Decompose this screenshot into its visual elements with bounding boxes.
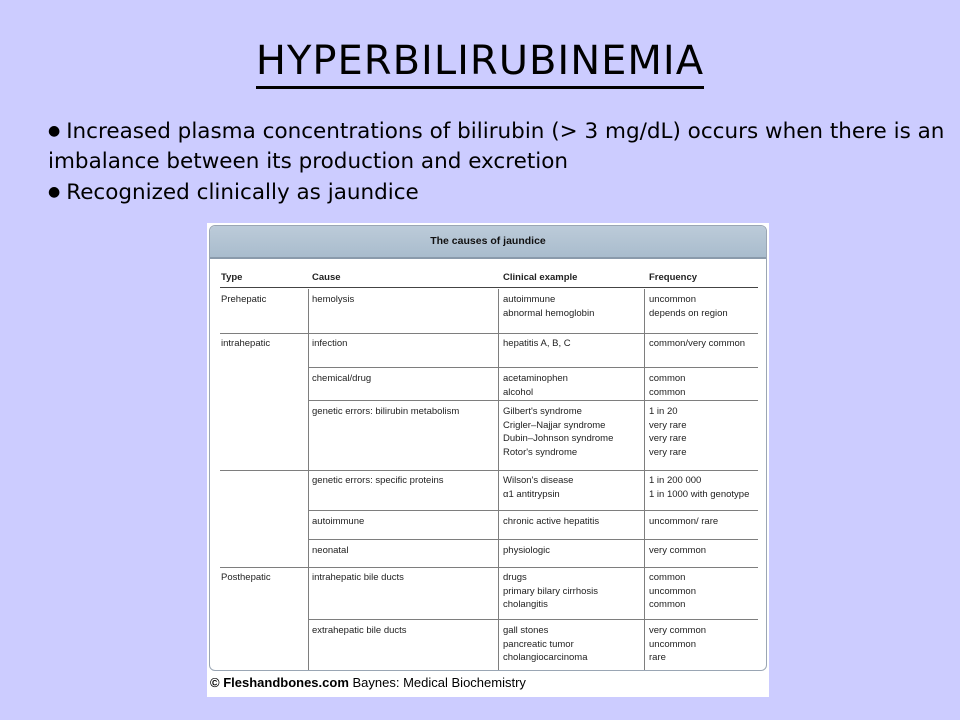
cell-line: very rare: [649, 446, 687, 458]
cell-line: uncommon: [649, 294, 696, 305]
frequency-cell: [649, 337, 745, 351]
clinical-example-cell: [503, 293, 594, 320]
clinical-example-cell: [503, 474, 573, 501]
frequency-cell: [649, 544, 706, 558]
clinical-example-cell: [503, 544, 550, 558]
cell-line: common: [649, 572, 686, 583]
frequency-cell: [649, 293, 728, 320]
frequency-cell: [649, 405, 686, 459]
table-row: [220, 511, 758, 540]
cell-line: Dubin–Johnson syndrome: [503, 433, 614, 444]
table-row: [220, 620, 758, 670]
clinical-example-cell: [503, 624, 588, 665]
cause-cell: genetic errors: bilirubin metabolism: [312, 406, 460, 417]
cause-cell: hemolysis: [312, 294, 355, 305]
cell-line: Wilson's disease: [503, 475, 574, 486]
frequency-cell: [649, 624, 706, 665]
bullet-dot-icon: ●: [48, 123, 61, 139]
cell-line: very common: [649, 545, 707, 556]
cell-line: chronic active hepatitis: [503, 516, 600, 527]
table-row: [220, 470, 758, 511]
cell-line: 1 in 1000 with genotype: [649, 488, 750, 500]
column-header-cause: Cause: [312, 272, 341, 283]
column-header-type: Type: [221, 272, 243, 283]
table-title: The causes of jaundice: [210, 226, 766, 259]
bullet-list: [48, 116, 948, 208]
cell-line: drugs: [503, 572, 527, 583]
frequency-cell: [649, 515, 718, 529]
column-header-clinical-example: Clinical example: [503, 272, 578, 283]
table-row: [220, 540, 758, 568]
cell-line: common: [649, 373, 686, 384]
table-row: [220, 289, 758, 334]
type-cell: intrahepatic: [221, 338, 271, 349]
cell-line: acetaminophen: [503, 373, 568, 384]
cause-cell: neonatal: [312, 545, 349, 556]
type-cell: Posthepatic: [221, 572, 271, 583]
cell-line: uncommon/ rare: [649, 516, 719, 527]
cell-line: very rare: [649, 419, 687, 431]
slide-title: HYPERBILIRUBINEMIA: [0, 38, 960, 84]
cell-line: hepatitis A, B, C: [503, 338, 571, 349]
frequency-cell: [649, 372, 685, 399]
cell-line: common: [649, 599, 686, 610]
clinical-example-cell: [503, 372, 568, 399]
cell-line: 1 in 200 000: [649, 475, 702, 486]
cell-line: uncommon: [649, 638, 696, 650]
table-row: [220, 368, 758, 401]
table-row: [220, 333, 758, 368]
jaundice-causes-figure: [207, 223, 769, 697]
cell-line: very rare: [649, 433, 687, 444]
clinical-example-cell: [503, 515, 599, 529]
clinical-example-cell: [503, 337, 571, 351]
image-credit: © Fleshandbones.com Baynes: Medical Biochemistry: [210, 675, 526, 690]
cell-line: very common: [649, 625, 707, 636]
cell-line: common/very common: [649, 338, 746, 349]
cause-cell: genetic errors: specific proteins: [312, 475, 444, 486]
clinical-example-cell: [503, 571, 598, 612]
cell-line: autoimmune: [503, 294, 556, 305]
cause-cell: extrahepatic bile ducts: [312, 625, 407, 636]
bullet-dot-icon: ●: [48, 184, 61, 200]
bullet-item: ● Recognized clinically as jaundice: [48, 177, 948, 208]
frequency-cell: [649, 474, 749, 501]
cell-line: pancreatic tumor: [503, 638, 574, 650]
cause-cell: chemical/drug: [312, 373, 372, 384]
cause-cell: autoimmune: [312, 516, 365, 527]
cell-line: depends on region: [649, 307, 728, 319]
clinical-example-cell: [503, 405, 613, 459]
cell-line: Crigler–Najjar syndrome: [503, 419, 606, 431]
frequency-cell: [649, 571, 696, 612]
type-cell: Prehepatic: [221, 294, 267, 305]
bullet-item: ● Increased plasma concentrations of bilirubin (> 3 mg/dL) occurs when there is an imbalance between its production and excretion: [48, 116, 948, 177]
cell-line: physiologic: [503, 545, 550, 556]
cell-line: 1 in 20: [649, 406, 678, 417]
cell-line: Gilbert's syndrome: [503, 406, 582, 417]
cause-cell: infection: [312, 338, 348, 349]
column-divider: [308, 289, 309, 670]
column-divider: [644, 289, 645, 670]
cell-line: primary bilary cirrhosis: [503, 585, 599, 597]
cell-line: cholangitis: [503, 599, 548, 610]
cell-line: abnormal hemoglobin: [503, 307, 595, 319]
table-panel: [209, 225, 767, 671]
table-row: [220, 567, 758, 620]
cell-line: rare: [649, 652, 666, 663]
cause-cell: intrahepatic bile ducts: [312, 572, 404, 583]
table-row: [220, 401, 758, 471]
column-header-frequency: Frequency: [649, 272, 698, 283]
column-divider: [498, 289, 499, 670]
cell-line: α1 antitrypsin: [503, 488, 560, 500]
cell-line: common: [649, 386, 686, 398]
cell-line: cholangiocarcinoma: [503, 652, 588, 663]
cell-line: alcohol: [503, 386, 534, 398]
cell-line: uncommon: [649, 585, 696, 597]
cell-line: Rotor's syndrome: [503, 446, 578, 458]
cell-line: gall stones: [503, 625, 549, 636]
table-header-row: [220, 267, 758, 288]
